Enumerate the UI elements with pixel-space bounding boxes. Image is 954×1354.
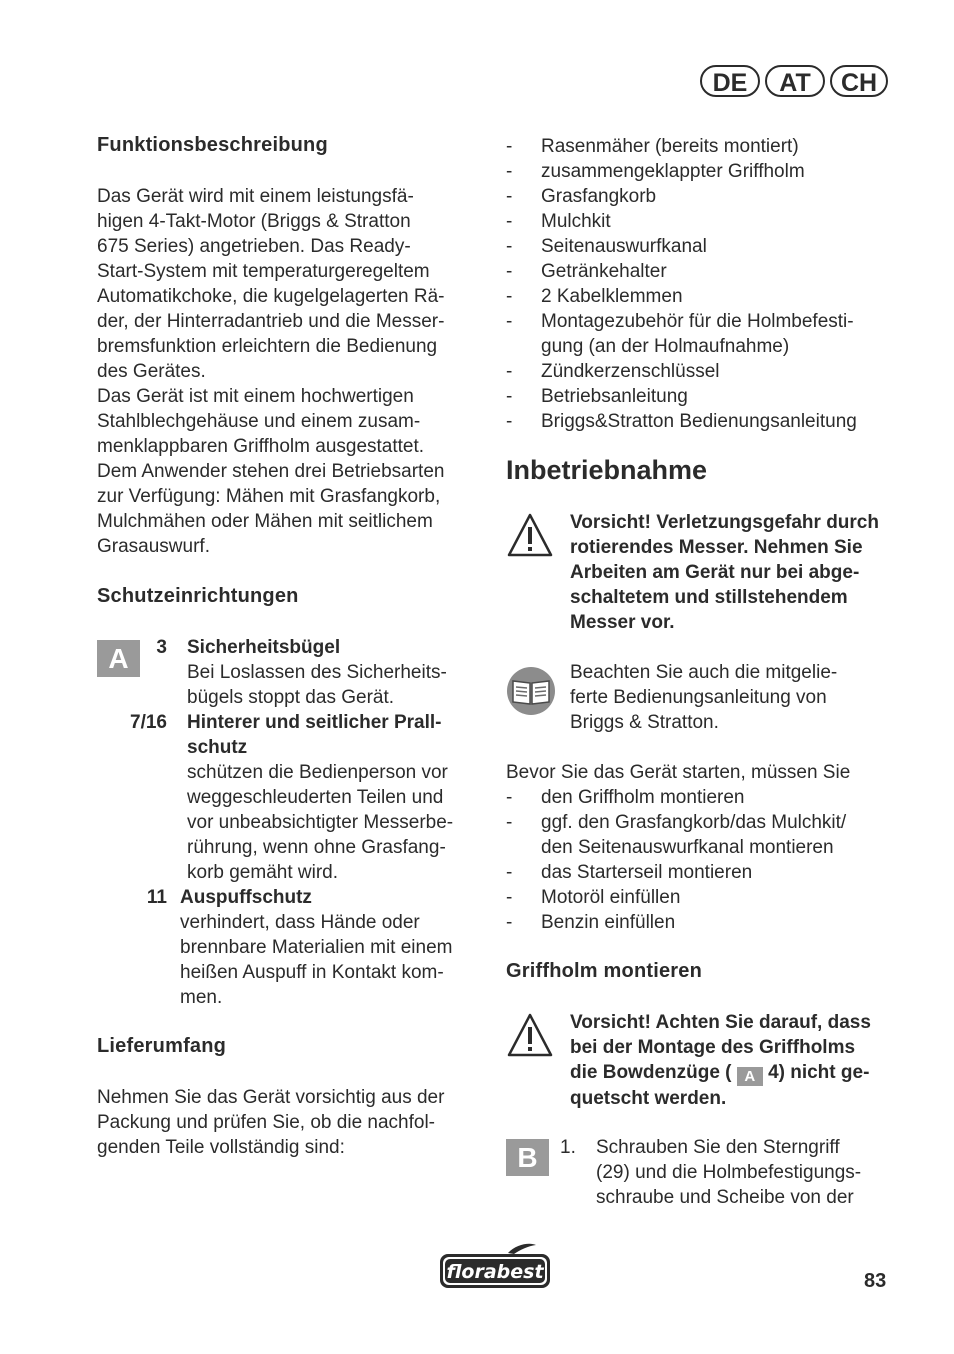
florabest-logo: [438, 1242, 552, 1290]
lang-badge-de: DE: [700, 65, 760, 97]
list-item: - Mulchkit: [506, 209, 906, 234]
book-icon: [506, 666, 556, 716]
figure-a-badge: A: [97, 640, 140, 677]
book-note: Beachten Sie auch die mitgelie- ferte Bedienungsanleitung von Briggs & Stratton.: [570, 662, 838, 733]
list-item: - ggf. den Grasfangkorb/das Mulchkit/ den Seitenauswurfkanal montieren: [506, 810, 906, 860]
list-item: - Rasenmäher (bereits montiert): [506, 134, 906, 159]
liefer-heading: Lieferumfang: [97, 1035, 227, 1057]
step-number: 1.: [560, 1137, 576, 1158]
warning-icon: [506, 1012, 554, 1058]
figure-b-badge: B: [506, 1139, 549, 1176]
schutz-heading: Schutzeinrichtungen: [97, 585, 299, 607]
funktion-text: Das Gerät wird mit einem leistungsfä- higen 4-Takt-Motor (Briggs & Stratton 675 Series) angetrieben. Das Ready- Start-System mit temperaturgeregeltem Automatikchoke, die kugelgelagerten Rä- der, der Hinterradantrieb und die Messer- bremsfunktion erleichtern die Bedienung des Gerätes. Das Gerät ist mit einem hochwertigen Stahlblechgehäuse und einem zusam- menklappbaren Griffholm ausgestattet. Dem Anwender stehen drei Betriebsarten zur Verfügung: Mähen mit Grasfangkorb, Mulchmähen oder Mähen mit seitlichem Grasauswurf.: [97, 186, 445, 557]
griff-heading: Griffholm montieren: [506, 960, 703, 982]
list-item: - das Starterseil montieren: [506, 860, 906, 885]
list-item: - Betriebsanleitung: [506, 384, 906, 409]
list-item: - Getränkehalter: [506, 259, 906, 284]
lang-badge-at: AT: [765, 65, 825, 97]
figure-a-inline-badge: A: [737, 1067, 763, 1086]
step-text: Schrauben Sie den Sterngriff (29) und die Holmbefestigungs- schraube und Scheibe von der: [596, 1137, 862, 1208]
liefer-text: Nehmen Sie das Gerät vorsichtig aus der Packung und prüfen Sie, ob die nachfol- genden Teile vollständig sind:: [97, 1087, 445, 1158]
lang-badge-ch: CH: [830, 65, 888, 97]
funktion-heading: Funktionsbeschreibung: [97, 134, 328, 156]
inbetrieb-heading: Inbetriebnahme: [506, 455, 708, 485]
warning-text-1: Vorsicht! Verletzungsgefahr durch rotierendes Messer. Nehmen Sie Arbeiten am Gerät nur bei abge- schaltetem und stillstehendem Messer vor.: [570, 512, 879, 633]
liefer-list: [506, 134, 906, 434]
list-item: - Seitenauswurfkanal: [506, 234, 906, 259]
list-item: - zusammengeklappter Griffholm: [506, 159, 906, 184]
warning-text-2: Vorsicht! Achten Sie darauf, dass bei der Montage des Griffholms die Bowdenzüge ( A 4) nicht ge- quetscht werden.: [570, 1012, 871, 1109]
warning-icon: [506, 512, 554, 558]
svg-text:florabest: florabest: [446, 1261, 544, 1283]
list-item: - 2 Kabelklemmen: [506, 284, 906, 309]
list-item: - Briggs&Stratton Bedienungsanleitung: [506, 409, 906, 434]
page-number: 83: [864, 1270, 887, 1292]
list-item: - Grasfangkorb: [506, 184, 906, 209]
list-item: - Montagezubehör für die Holmbefesti- gung (an der Holmaufnahme): [506, 309, 906, 359]
list-item: - Motoröl einfüllen: [506, 885, 906, 910]
list-item: - Zündkerzenschlüssel: [506, 359, 906, 384]
list-item: - den Griffholm montieren: [506, 785, 906, 810]
before-start-section: Bevor Sie das Gerät starten, müssen Sie - den Griffholm montieren - ggf. den Grasfangkorb/das Mulchkit/ den Seitenauswurfkanal montieren - das Starterseil montieren - Motoröl einfüllen - Benzin einfüllen: [506, 760, 906, 935]
list-item: - Benzin einfüllen: [506, 910, 906, 935]
